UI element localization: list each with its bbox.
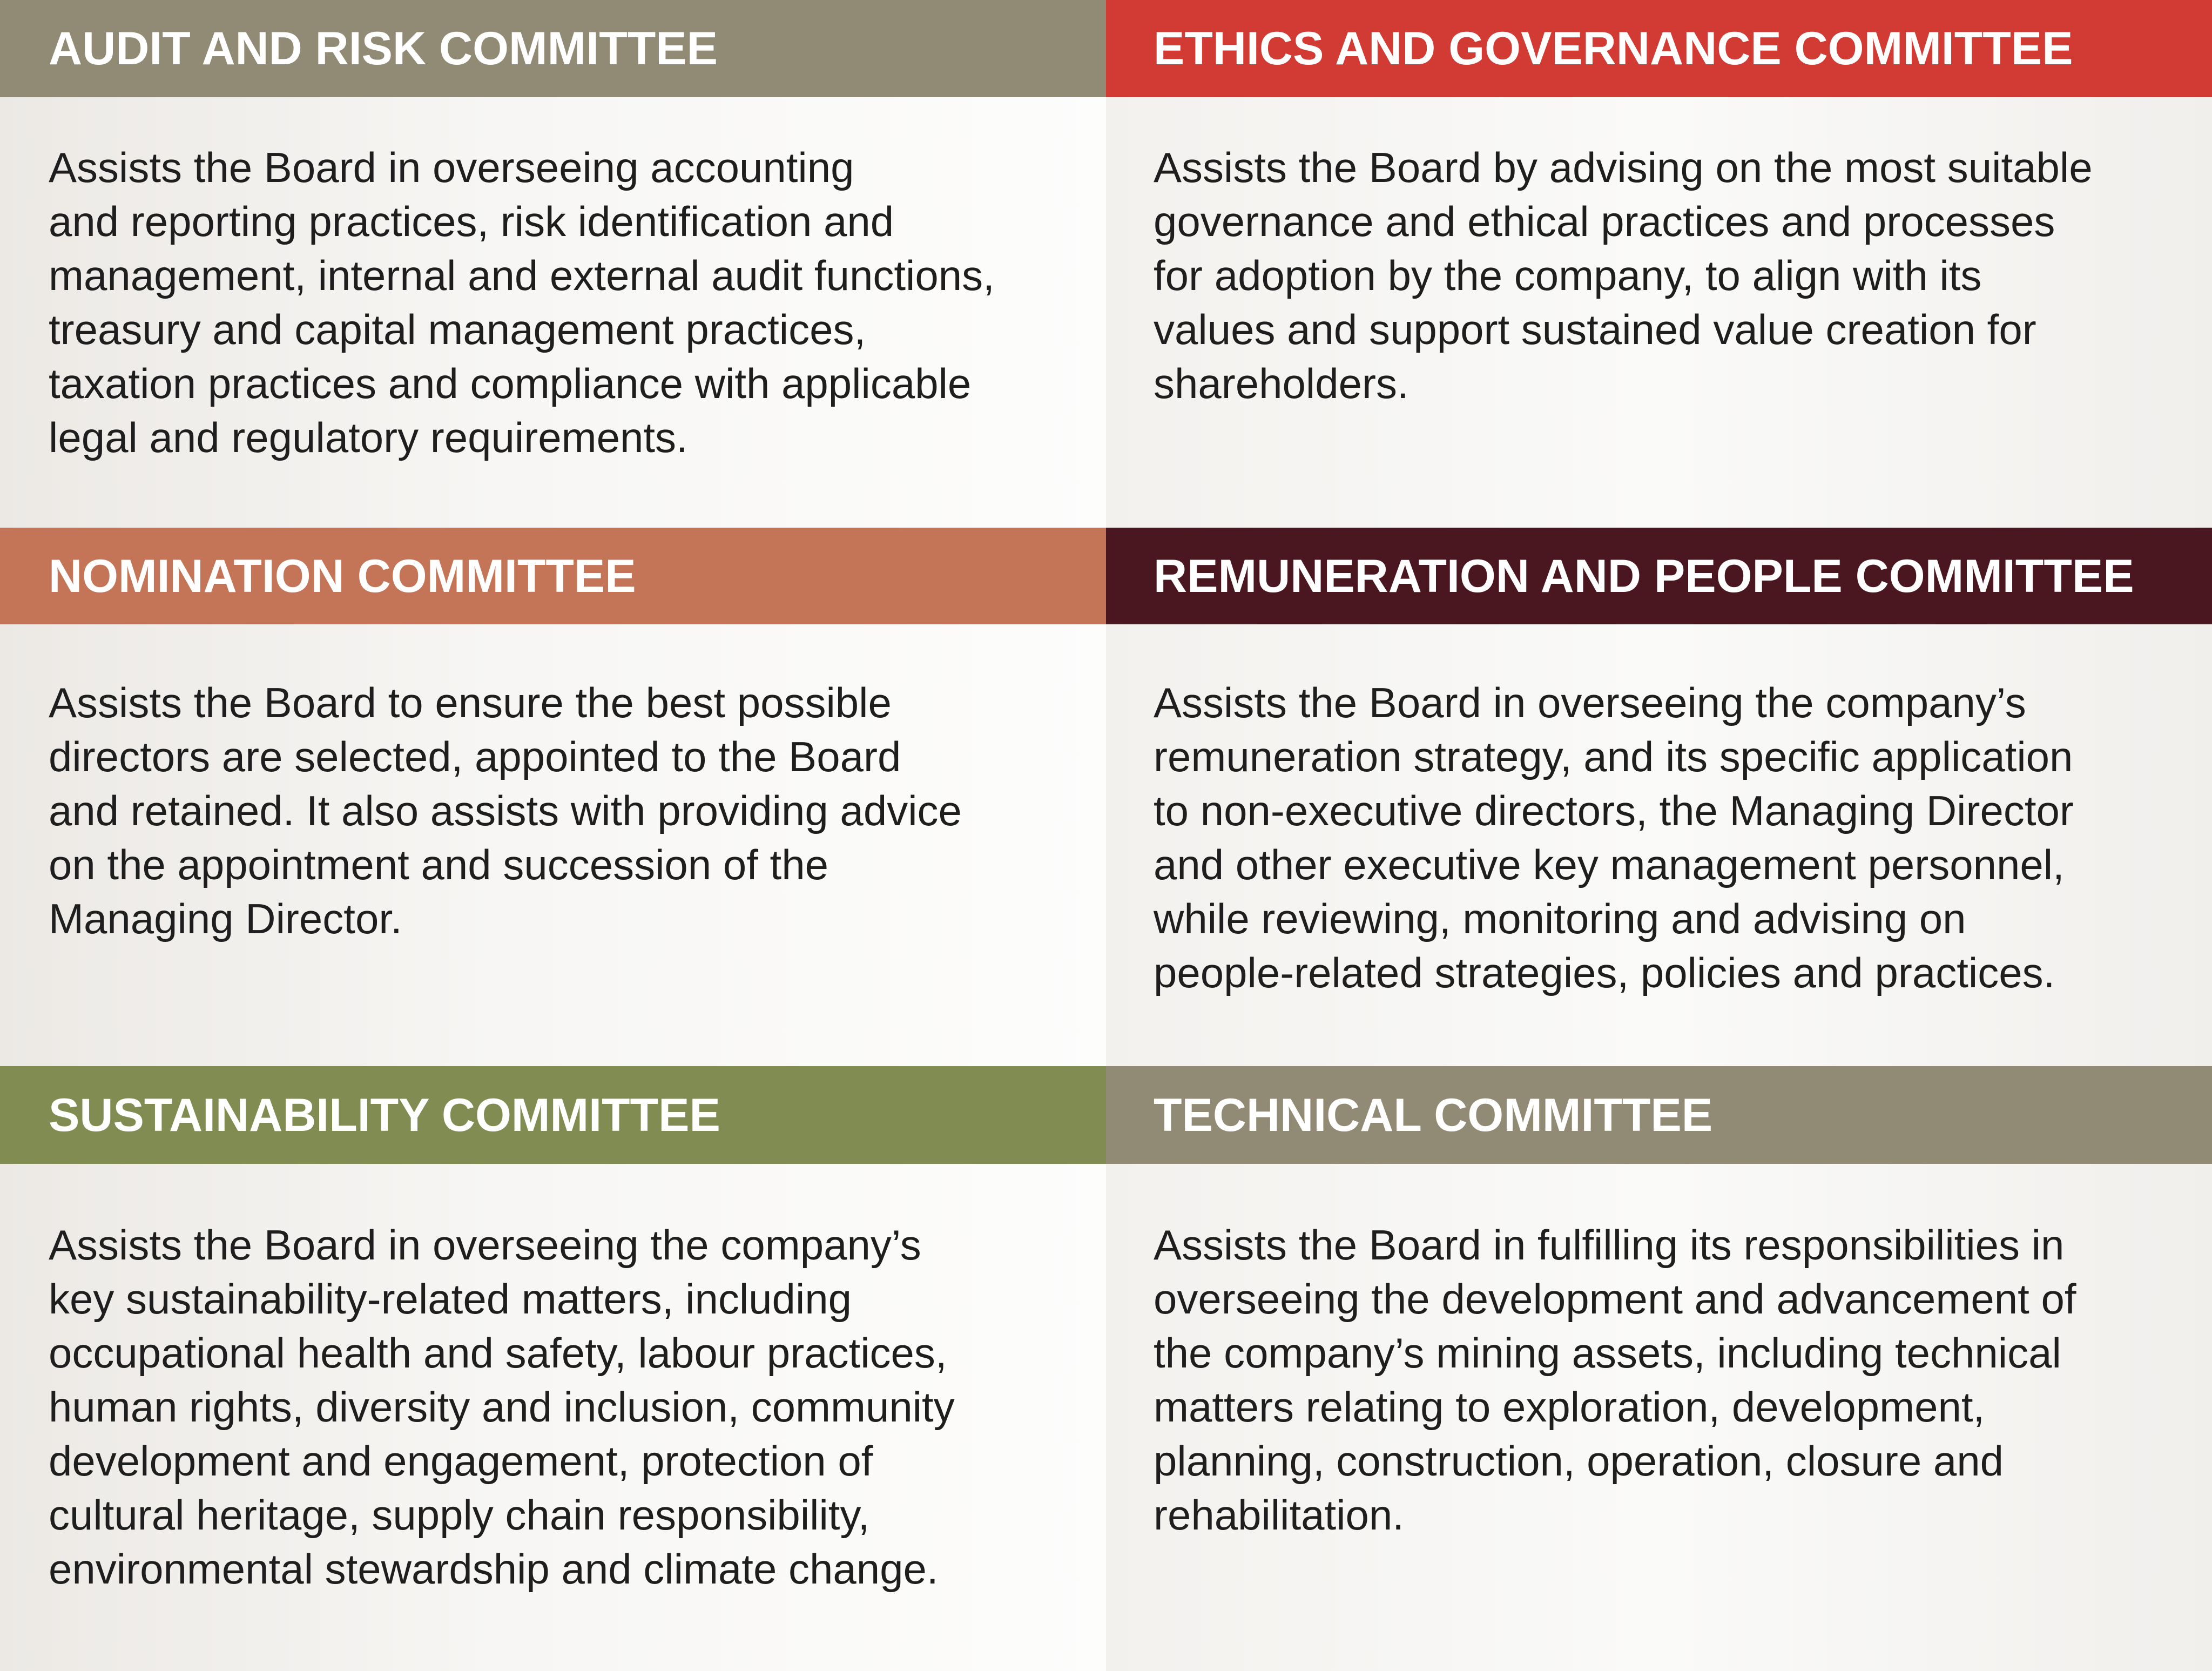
description-line: Assists the Board in overseeing accounting <box>49 144 854 191</box>
description-line: overseeing the development and advancement of <box>1154 1275 2076 1323</box>
remuneration-people-committee-title: REMUNERATION AND PEOPLE COMMITTEE <box>1154 550 2134 602</box>
description-line: development and engagement, protection of <box>49 1437 873 1485</box>
description-line: key sustainability-related matters, including <box>49 1275 852 1323</box>
description-line: for adoption by the company, to align with its <box>1154 252 1982 299</box>
description-line: on the appointment and succession of the <box>49 841 828 888</box>
sustainability-committee-header <box>0 1066 1106 1164</box>
description-line: and retained. It also assists with providing advice <box>49 787 962 834</box>
nomination-committee-header <box>0 528 1106 624</box>
remuneration-people-committee-panel <box>1106 624 2212 1066</box>
description-line: and other executive key management personnel, <box>1154 841 2065 888</box>
description-line: Assists the Board in fulfilling its responsibilities in <box>1154 1221 2065 1269</box>
ethics-governance-committee-panel <box>1106 97 2212 528</box>
description-line: Assists the Board in overseeing the company’s <box>1154 679 2026 726</box>
description-line: and reporting practices, risk identification and <box>49 198 894 245</box>
remuneration-people-committee-header <box>1106 528 2212 624</box>
audit-risk-committee-header <box>0 0 1106 97</box>
ethics-governance-committee-description <box>1154 140 2180 410</box>
description-line: Assists the Board by advising on the most suitable <box>1154 144 2093 191</box>
audit-risk-committee-panel <box>0 97 1106 528</box>
description-line: Assists the Board to ensure the best possible <box>49 679 892 726</box>
technical-committee-header <box>1106 1066 2212 1164</box>
ethics-governance-committee-title: ETHICS AND GOVERNANCE COMMITTEE <box>1154 23 2073 75</box>
description-line: occupational health and safety, labour practices, <box>49 1329 947 1377</box>
description-line: treasury and capital management practices, <box>49 306 866 353</box>
description-line: governance and ethical practices and processes <box>1154 198 2055 245</box>
description-line: to non-executive directors, the Managing Director <box>1154 787 2074 834</box>
description-line: remuneration strategy, and its specific application <box>1154 733 2073 780</box>
description-line: planning, construction, operation, closure and <box>1154 1437 2004 1485</box>
description-line: human rights, diversity and inclusion, community <box>49 1383 955 1431</box>
description-line: the company’s mining assets, including technical <box>1154 1329 2061 1377</box>
technical-committee-panel <box>1106 1164 2212 1671</box>
description-line: management, internal and external audit functions, <box>49 252 995 299</box>
sustainability-committee-panel <box>0 1164 1106 1671</box>
remuneration-people-committee-description <box>1154 676 2180 1000</box>
description-line: legal and regulatory requirements. <box>49 414 688 461</box>
nomination-committee-title: NOMINATION COMMITTEE <box>49 550 636 602</box>
description-line: environmental stewardship and climate change. <box>49 1545 939 1593</box>
description-line: cultural heritage, supply chain responsibility, <box>49 1491 870 1539</box>
sustainability-committee-description <box>49 1218 1064 1596</box>
nomination-committee-panel <box>0 624 1106 1066</box>
description-line: values and support sustained value creation for <box>1154 306 2036 353</box>
audit-risk-committee-description <box>49 140 1064 464</box>
description-line: people-related strategies, policies and practices. <box>1154 949 2055 996</box>
description-line: rehabilitation. <box>1154 1491 1404 1539</box>
description-line: shareholders. <box>1154 360 1409 407</box>
ethics-governance-committee-header <box>1106 0 2212 97</box>
sustainability-committee-title: SUSTAINABILITY COMMITTEE <box>49 1089 720 1141</box>
description-line: Managing Director. <box>49 895 402 942</box>
description-line: while reviewing, monitoring and advising on <box>1154 895 1966 942</box>
technical-committee-title: TECHNICAL COMMITTEE <box>1154 1089 1713 1141</box>
audit-risk-committee-title: AUDIT AND RISK COMMITTEE <box>49 23 718 75</box>
description-line: Assists the Board in overseeing the company’s <box>49 1221 921 1269</box>
description-line: taxation practices and compliance with applicable <box>49 360 972 407</box>
technical-committee-description <box>1154 1218 2180 1542</box>
description-line: matters relating to exploration, development, <box>1154 1383 1985 1431</box>
description-line: directors are selected, appointed to the Board <box>49 733 901 780</box>
nomination-committee-description <box>49 676 1064 946</box>
